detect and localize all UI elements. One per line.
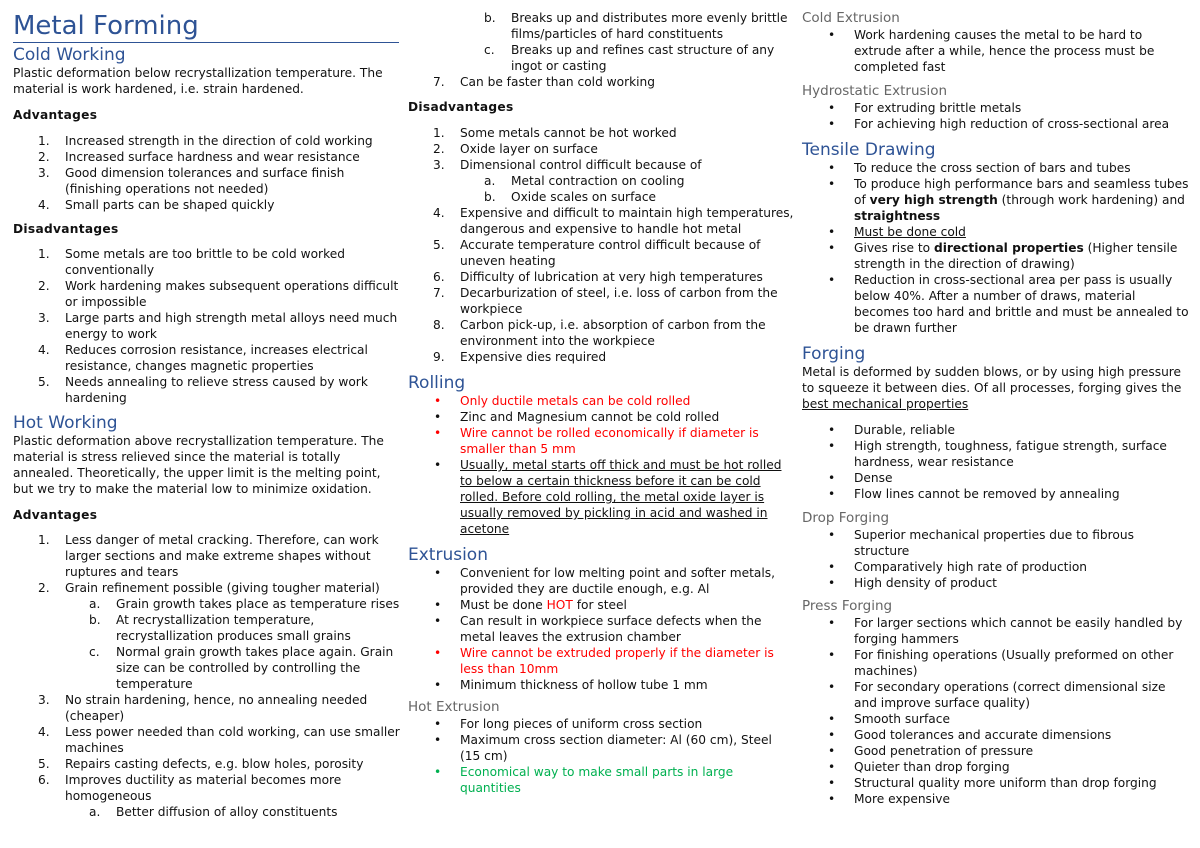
list-item: 5. Needs annealing to relieve stress caused by work hardening xyxy=(38,375,368,405)
column-3 xyxy=(802,0,1192,807)
column-2 xyxy=(408,0,796,796)
list-item: • For larger sections which cannot be easily handled by forging hammers xyxy=(802,615,1192,647)
tensile-drawing-heading: Tensile Drawing xyxy=(802,140,936,160)
list-item: • Convenient for low melting point and softer metals, provided they are ductile enough, e.g. Al xyxy=(408,565,796,597)
extrusion-heading: Extrusion xyxy=(408,545,488,565)
list-item: • Good penetration of pressure xyxy=(802,743,1192,759)
list-item: a. Better diffusion of alloy constituents xyxy=(89,805,338,819)
hot-extrusion-heading: Hot Extrusion xyxy=(408,699,500,715)
list-item: • High strength, toughness, fatigue strength, surface hardness, wear resistance xyxy=(802,438,1192,470)
hot-adv2-sublist xyxy=(13,596,401,692)
cold-disadvantages-heading: Disadvantages xyxy=(13,222,119,236)
hot-advantages-list-end xyxy=(408,74,796,90)
list-item: • Only ductile metals can be cold rolled xyxy=(408,393,796,409)
list-item: 5. Repairs casting defects, e.g. blow holes, porosity xyxy=(38,757,364,771)
list-item: • High density of product xyxy=(802,575,1192,591)
list-item: 4. Reduces corrosion resistance, increases electrical resistance, changes magnetic properties xyxy=(38,343,368,373)
list-item: 2. Grain refinement possible (giving tougher material) xyxy=(38,581,380,595)
list-item: • Good tolerances and accurate dimensions xyxy=(802,727,1192,743)
list-item: 4. Small parts can be shaped quickly xyxy=(38,198,275,212)
list-item: 9. Expensive dies required xyxy=(433,350,607,364)
list-item: • Must be done HOT for steel xyxy=(408,597,796,613)
rolling-heading: Rolling xyxy=(408,373,466,393)
hot-advantages-list-cont xyxy=(13,692,401,804)
list-item: b. At recrystallization temperature, recrystallization produces small grains xyxy=(89,613,351,643)
hot-working-intro: Plastic deformation above recrystallization temperature. The material is stress relieved since the material is totally annealed. Theoretically, the upper limit is the melting point, but we try to make the material low to minimize oxidation. xyxy=(13,434,384,496)
list-item: 3. No strain hardening, hence, no annealing needed (cheaper) xyxy=(38,693,368,723)
list-item: 2. Increased surface hardness and wear resistance xyxy=(38,150,360,164)
list-item: 6. Improves ductility as material becomes more homogeneous xyxy=(38,773,342,803)
cold-working-heading: Cold Working xyxy=(13,45,126,65)
list-item: 7. Can be faster than cold working xyxy=(433,75,656,89)
list-item: • Structural quality more uniform than drop forging xyxy=(802,775,1192,791)
hot-adv6-sublist xyxy=(13,804,401,820)
list-item: 3. Dimensional control difficult because of xyxy=(433,158,702,172)
cold-working-intro: Plastic deformation below recrystallization temperature. The material is work hardened, i.e. strain hardened. xyxy=(13,66,383,96)
list-item: 1. Some metals cannot be hot worked xyxy=(433,126,677,140)
hot-disadvantages-heading: Disadvantages xyxy=(408,100,514,114)
drop-forging-heading: Drop Forging xyxy=(802,510,890,526)
forging-intro: Metal is deformed by sudden blows, or by using high pressure to squeeze it between dies. Of all processes, forging gives the best mechanical properties xyxy=(802,365,1182,411)
column-1 xyxy=(13,0,401,820)
list-item: a. Grain growth takes place as temperature rises xyxy=(89,597,400,611)
list-item: • Durable, reliable xyxy=(802,422,1192,438)
list-item: • For secondary operations (correct dimensional size and improve surface quality) xyxy=(802,679,1192,711)
list-item: 8. Carbon pick-up, i.e. absorption of carbon from the environment into the workpiece xyxy=(433,318,766,348)
cold-disadvantages-list xyxy=(13,246,401,406)
list-item: • Dense xyxy=(802,470,1192,486)
list-item: 3. Large parts and high strength metal alloys need much energy to work xyxy=(38,311,398,341)
list-item: • Work hardening causes the metal to be hard to extrude after a while, hence the process must be completed fast xyxy=(802,27,1192,75)
hydrostatic-extrusion-heading: Hydrostatic Extrusion xyxy=(802,83,948,99)
list-item: • Economical way to make small parts in large quantities xyxy=(408,764,796,796)
list-item: • Maximum cross section diameter: Al (60 cm), Steel (15 cm) xyxy=(408,732,796,764)
hot-advantages-list xyxy=(13,532,401,596)
hot-disadvantages-list xyxy=(408,125,796,173)
extrusion-list xyxy=(408,565,796,693)
tensile-drawing-list xyxy=(802,160,1192,336)
list-item: • Gives rise to directional properties (Higher tensile strength in the direction of drawing) xyxy=(802,240,1192,272)
list-item: • Wire cannot be rolled economically if diameter is smaller than 5 mm xyxy=(408,425,796,457)
list-item: • For long pieces of uniform cross section xyxy=(408,716,796,732)
cold-extrusion-list xyxy=(802,27,1192,75)
list-item: • Comparatively high rate of production xyxy=(802,559,1192,575)
hot-disadvantages-list-cont xyxy=(408,205,796,365)
page-title: Metal Forming xyxy=(13,11,199,41)
list-item: 2. Work hardening makes subsequent operations difficult or impossible xyxy=(38,279,399,309)
list-item: b. Oxide scales on surface xyxy=(484,190,657,204)
press-forging-list xyxy=(802,615,1192,807)
list-item: 1. Increased strength in the direction of cold working xyxy=(38,134,373,148)
list-item: • For finishing operations (Usually preformed on other machines) xyxy=(802,647,1192,679)
hot-advantages-heading: Advantages xyxy=(13,508,98,522)
list-item: 3. Good dimension tolerances and surface finish (finishing operations not needed) xyxy=(38,166,345,196)
list-item: • Minimum thickness of hollow tube 1 mm xyxy=(408,677,796,693)
list-item: • For extruding brittle metals xyxy=(802,100,1192,116)
list-item: b. Breaks up and distributes more evenly brittle films/particles of hard constituents xyxy=(484,11,788,41)
list-item: • For achieving high reduction of cross-sectional area xyxy=(802,116,1192,132)
list-item: • Wire cannot be extruded properly if the diameter is less than 10mm xyxy=(408,645,796,677)
list-item: 1. Some metals are too brittle to be cold worked conventionally xyxy=(38,247,345,277)
list-item: • Reduction in cross-sectional area per pass is usually below 40%. After a number of draws, material becomes too hard and brittle and must be annealed to be drawn further xyxy=(802,272,1192,336)
list-item: a. Metal contraction on cooling xyxy=(484,174,685,188)
list-item: 6. Difficulty of lubrication at very high temperatures xyxy=(433,270,763,284)
rolling-list xyxy=(408,393,796,537)
list-item: • Zinc and Magnesium cannot be cold rolled xyxy=(408,409,796,425)
list-item: • Must be done cold xyxy=(802,224,1192,240)
list-item: 7. Decarburization of steel, i.e. loss of carbon from the workpiece xyxy=(433,286,778,316)
list-item: • Usually, metal starts off thick and must be hot rolled to below a certain thickness before it can be cold rolled. Before cold rolling, the metal oxide layer is usually removed by pickling in acid and washed in acetone xyxy=(408,457,796,537)
list-item: • To produce high performance bars and seamless tubes of very high strength (through work hardening) and straightness xyxy=(802,176,1192,224)
title-rule xyxy=(13,42,399,43)
hot-extrusion-list xyxy=(408,716,796,796)
hydrostatic-extrusion-list xyxy=(802,100,1192,132)
list-item: c. Normal grain growth takes place again. Grain size can be controlled by controlling the temperature xyxy=(89,645,394,691)
list-item: 5. Accurate temperature control difficult because of uneven heating xyxy=(433,238,761,268)
cold-advantages-list xyxy=(13,133,401,213)
list-item: • Quieter than drop forging xyxy=(802,759,1192,775)
hot-adv6-sublist-cont xyxy=(408,10,796,74)
list-item: • More expensive xyxy=(802,791,1192,807)
cold-extrusion-heading: Cold Extrusion xyxy=(802,10,900,26)
list-item: 4. Expensive and difficult to maintain high temperatures, dangerous and expensive to handle hot metal xyxy=(433,206,794,236)
hot-working-heading: Hot Working xyxy=(13,413,118,433)
list-item: • To reduce the cross section of bars and tubes xyxy=(802,160,1192,176)
hot-dis3-sublist xyxy=(408,173,796,205)
forging-list xyxy=(802,422,1192,502)
list-item: 2. Oxide layer on surface xyxy=(433,142,598,156)
list-item: 1. Less danger of metal cracking. Therefore, can work larger sections and make extreme shapes without ruptures and tears xyxy=(38,533,379,579)
forging-heading: Forging xyxy=(802,344,866,364)
list-item: • Can result in workpiece surface defects when the metal leaves the extrusion chamber xyxy=(408,613,796,645)
list-item: • Smooth surface xyxy=(802,711,1192,727)
cold-advantages-heading: Advantages xyxy=(13,108,98,122)
list-item: • Flow lines cannot be removed by annealing xyxy=(802,486,1192,502)
list-item: c. Breaks up and refines cast structure of any ingot or casting xyxy=(484,43,775,73)
press-forging-heading: Press Forging xyxy=(802,598,893,614)
drop-forging-list xyxy=(802,527,1192,591)
list-item: • Superior mechanical properties due to fibrous structure xyxy=(802,527,1192,559)
list-item: 4. Less power needed than cold working, can use smaller machines xyxy=(38,725,400,755)
